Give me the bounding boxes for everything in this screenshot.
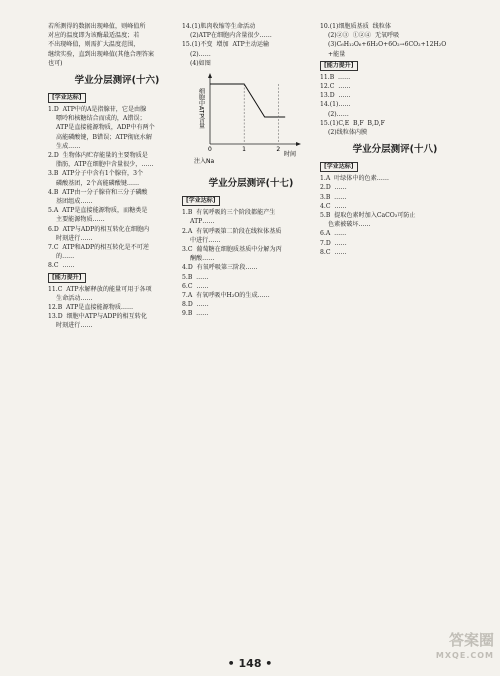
answer-line: (2)②③ ①②④ 无氧呼吸 bbox=[328, 32, 400, 40]
answer-line: 脂肪，ATP在细胞中含量很少，…… bbox=[56, 161, 154, 169]
answer-column-1 bbox=[48, 22, 186, 652]
answer-block bbox=[182, 22, 320, 68]
section-title: 学业分层测评(十六) bbox=[74, 75, 160, 87]
answer-line: 1.B 有氧呼吸的三个阶段都能产生 bbox=[182, 209, 276, 217]
answer-line: (2)ATP在细胞内含量很少…… bbox=[190, 32, 272, 40]
section-tag: [能力提升] bbox=[320, 61, 358, 71]
answer-line: 13.D 细胞中ATP与ADP的相互转化 bbox=[48, 313, 147, 321]
text-block bbox=[48, 22, 186, 68]
answer-line: 嘌呤和核糖结合而成的，A错误； bbox=[56, 115, 146, 123]
annotation-label: 注入Na bbox=[194, 158, 215, 166]
answer-line: 8.C …… bbox=[320, 248, 347, 256]
answer-line: 色素被破坏…… bbox=[328, 221, 371, 229]
watermark-logo bbox=[394, 632, 494, 672]
section-tag: [学业达标] bbox=[320, 162, 358, 172]
answer-block bbox=[48, 285, 186, 331]
answer-line: 主要能源物质…… bbox=[56, 216, 105, 224]
text-line: 不出现峰值，则需扩大温度范围， bbox=[48, 41, 140, 49]
section-tag: [学业达标] bbox=[48, 93, 86, 103]
answer-line: 1.D ATP中的A是指腺苷，它是由腺 bbox=[48, 106, 147, 114]
answer-line: 11.C ATP水解释放的能量可用于各项 bbox=[48, 285, 152, 293]
watermark-subtext: MXQE.COM bbox=[435, 651, 494, 660]
answer-line: 8.D …… bbox=[182, 301, 209, 309]
answer-block bbox=[48, 105, 186, 271]
section-title: 学业分层测评(十七) bbox=[208, 178, 294, 190]
page-number: • 148 • bbox=[227, 657, 273, 670]
answer-line: 7.A 有氧呼吸中H₂O的生成…… bbox=[182, 292, 270, 300]
answer-line: 9.B …… bbox=[182, 310, 209, 318]
answer-line: 3.B …… bbox=[320, 193, 347, 201]
answer-line: 1.A 叶绿体中的色素…… bbox=[320, 175, 389, 183]
answer-line: 酮酸…… bbox=[190, 255, 215, 263]
text-line: 也可) bbox=[48, 59, 63, 67]
answer-line: (4)如图 bbox=[190, 59, 211, 67]
answer-line: 4.C …… bbox=[320, 202, 347, 210]
answer-line: 6.C …… bbox=[182, 282, 209, 290]
answer-line: 的…… bbox=[56, 253, 75, 261]
answer-line: 7.D …… bbox=[320, 239, 347, 247]
answer-line: 时刻进行…… bbox=[56, 234, 93, 242]
answer-line: 14.(1)肌肉收缩等生命活动 bbox=[182, 23, 256, 30]
y-axis-label: 细胞中ATP含量 bbox=[197, 88, 205, 129]
x-axis-label: 时间 bbox=[284, 151, 297, 159]
answer-line: ATP是直接能源物质，ADP中有两个 bbox=[56, 124, 155, 132]
answer-line: (2)…… bbox=[328, 110, 349, 118]
x-tick-label: 2 bbox=[276, 146, 281, 154]
answer-line: 2.A 有氧呼吸第二阶段在线粒体基质 bbox=[182, 227, 282, 235]
answer-line: 5.A ATP是直接能源物质，而糖类是 bbox=[48, 207, 148, 215]
answer-line: 10.(1)细胞质基质 线粒体 bbox=[320, 23, 391, 30]
atp-level-chart bbox=[188, 70, 308, 166]
answer-line: 生命活动…… bbox=[56, 294, 93, 302]
watermark-text: 答案圈 bbox=[448, 631, 494, 649]
answer-line: 11.B …… bbox=[320, 73, 351, 81]
answer-line: 中进行…… bbox=[190, 236, 221, 244]
answer-line: +能量 bbox=[328, 50, 346, 58]
answer-line: 高能磷酸键，B错误；ATP彻底水解 bbox=[56, 133, 152, 141]
answer-line: (2)线粒体内膜 bbox=[328, 129, 368, 137]
text-line: 继续实验，直到出现峰值(其他合理答案 bbox=[48, 50, 154, 58]
answer-line: ATP…… bbox=[190, 218, 215, 226]
x-tick-label: 1 bbox=[242, 146, 246, 154]
answer-line: 生成…… bbox=[56, 142, 81, 150]
answer-line: 15.(1)不变 增加 ATP主动运输 bbox=[182, 41, 270, 49]
section-tag: [学业达标] bbox=[182, 196, 220, 206]
answer-line: 8.C …… bbox=[48, 262, 75, 270]
answer-line: 14.(1)…… bbox=[320, 101, 351, 109]
answer-line: 基团组成…… bbox=[56, 198, 93, 206]
answer-line: 5.B …… bbox=[182, 273, 209, 281]
answer-line: 15.(1)C,E B,F B,D,F bbox=[320, 119, 385, 127]
answer-line: 3.C 葡萄糖在细胞质基质中分解为丙 bbox=[182, 246, 282, 254]
section-title: 学业分层测评(十八) bbox=[352, 144, 438, 156]
x-axis-arrow bbox=[296, 142, 301, 146]
answer-column-3 bbox=[320, 22, 470, 652]
answer-line: 4.B ATP由一分子腺苷和三分子磷酸 bbox=[48, 188, 148, 196]
answer-line: 12.B ATP是直接能源物质…… bbox=[48, 304, 134, 312]
text-line: 对应的温度即为该酶最适温度；若 bbox=[48, 32, 140, 40]
answer-block bbox=[182, 208, 320, 318]
series-line bbox=[210, 84, 285, 117]
answer-line: 时刻进行…… bbox=[56, 322, 93, 330]
answer-line: 6.A …… bbox=[320, 230, 347, 238]
text-line: 若所测得的数据出现峰值，则峰值所 bbox=[48, 23, 146, 30]
answer-line: (2)…… bbox=[190, 50, 211, 58]
answer-line: 13.D …… bbox=[320, 92, 351, 100]
y-axis-arrow bbox=[208, 73, 212, 78]
answer-line: 2.D 生物体内贮存能量的主要物质是 bbox=[48, 152, 148, 160]
x-tick-label: 0 bbox=[208, 146, 212, 154]
answer-block bbox=[320, 73, 470, 137]
answer-line: 2.D …… bbox=[320, 184, 347, 192]
answer-block bbox=[320, 22, 470, 59]
answer-line: 12.C …… bbox=[320, 83, 351, 91]
answer-block bbox=[320, 174, 470, 257]
answer-line: 磷酸基团，2个高能磷酸键…… bbox=[56, 179, 140, 187]
answer-column-2 bbox=[182, 22, 320, 652]
answer-line: 3.B ATP分子中含有1个腺苷，3个 bbox=[48, 170, 144, 178]
answer-line: 7.C ATP和ADP的相互转化是不可逆 bbox=[48, 244, 149, 252]
answer-line: 6.D ATP与ADP的相互转化在细胞内 bbox=[48, 225, 150, 233]
section-tag: [能力提升] bbox=[48, 273, 86, 283]
answer-line: (3)C₆H₁₂O₆+6H₂O+6O₂→6CO₂+12H₂O bbox=[328, 41, 447, 49]
answer-line: 4.D 有氧呼吸第三阶段…… bbox=[182, 264, 258, 272]
answer-line: 5.B 提取色素时加入CaCO₃可防止 bbox=[320, 212, 416, 220]
